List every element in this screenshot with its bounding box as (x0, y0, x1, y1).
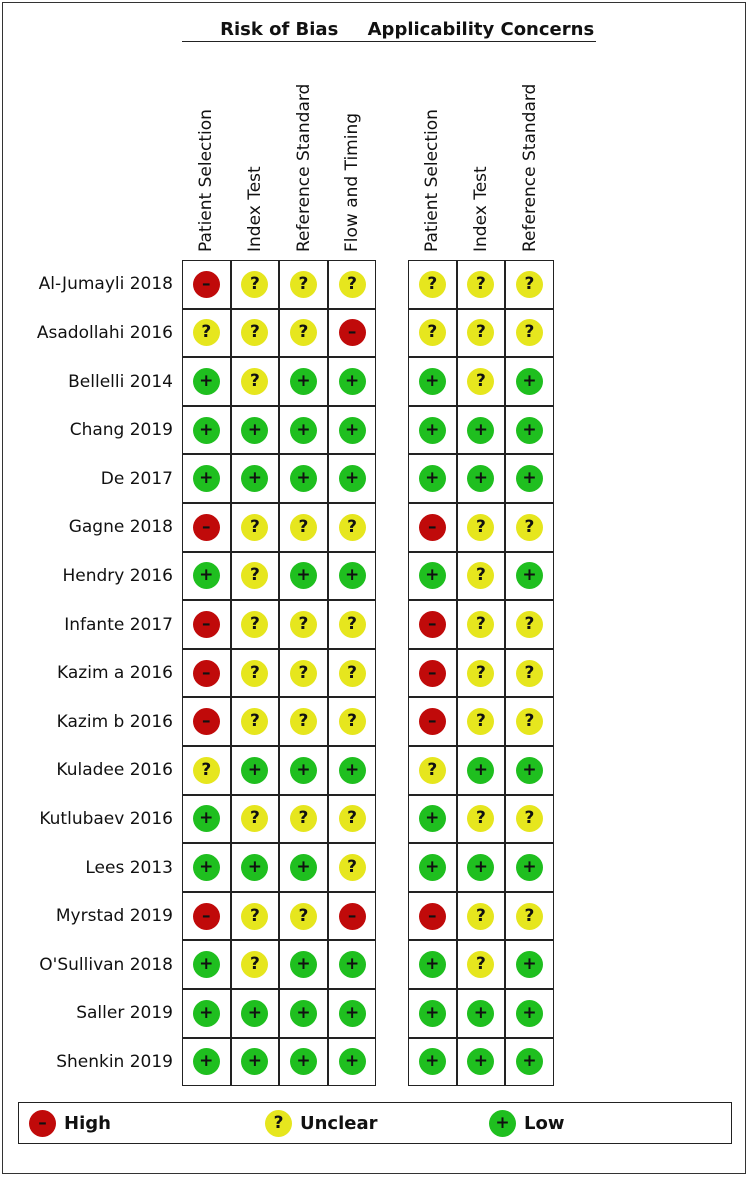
judgement-unclear-marker: ? (290, 271, 317, 298)
judgement-cell (231, 600, 280, 649)
study-label: Hendry 2016 (62, 565, 173, 586)
judgement-cell (231, 940, 280, 989)
judgement-cell (328, 309, 377, 358)
judgement-cell (279, 989, 328, 1038)
judgement-cell (279, 260, 328, 309)
judgement-cell (505, 260, 554, 309)
judgement-low-marker: + (193, 805, 220, 832)
judgement-cell (505, 892, 554, 941)
study-label: Al-Jumayli 2018 (38, 274, 173, 295)
judgement-cell (408, 454, 457, 503)
judgement-unclear-marker: ? (467, 514, 494, 541)
judgement-cell (328, 552, 377, 601)
judgement-cell (279, 892, 328, 941)
judgement-cell (457, 697, 506, 746)
column-header: Index Test (244, 166, 265, 252)
judgement-cell (505, 1038, 554, 1087)
study-label: Lees 2013 (85, 857, 173, 878)
judgement-low-marker: + (290, 465, 317, 492)
judgement-unclear-marker: ? (241, 271, 268, 298)
judgement-cell (328, 1038, 377, 1087)
judgement-low-marker: + (467, 465, 494, 492)
judgement-cell (279, 406, 328, 455)
judgement-cell (457, 454, 506, 503)
judgement-low-marker: + (516, 854, 543, 881)
judgement-low-marker: + (516, 951, 543, 978)
judgement-cell (457, 649, 506, 698)
judgement-cell (231, 357, 280, 406)
judgement-unclear-marker: ? (290, 660, 317, 687)
judgement-unclear-marker: ? (290, 805, 317, 832)
judgement-cell (182, 406, 231, 455)
judgement-unclear-marker: ? (241, 562, 268, 589)
judgement-unclear-marker: ? (290, 319, 317, 346)
judgement-low-marker: + (516, 1048, 543, 1075)
judgement-cell (408, 746, 457, 795)
judgement-cell (408, 989, 457, 1038)
judgement-low-marker: + (516, 417, 543, 444)
column-header: Reference Standard (519, 83, 540, 252)
judgement-low-marker: + (516, 1000, 543, 1027)
judgement-unclear-marker: ? (516, 708, 543, 735)
judgement-cell (279, 454, 328, 503)
judgement-unclear-marker: ? (241, 319, 268, 346)
judgement-cell (279, 309, 328, 358)
judgement-unclear-marker: ? (516, 903, 543, 930)
judgement-cell (182, 503, 231, 552)
judgement-cell (505, 940, 554, 989)
judgement-high-marker: – (339, 319, 366, 346)
judgement-unclear-marker: ? (467, 805, 494, 832)
judgement-cell (231, 503, 280, 552)
judgement-low-marker: + (193, 562, 220, 589)
judgement-cell (182, 357, 231, 406)
judgement-cell (408, 406, 457, 455)
judgement-unclear-marker: ? (241, 660, 268, 687)
judgement-unclear-marker: ? (516, 611, 543, 638)
judgement-cell (279, 746, 328, 795)
judgement-unclear-marker: ? (193, 757, 220, 784)
judgement-low-marker: + (193, 465, 220, 492)
judgement-cell (279, 649, 328, 698)
judgement-unclear-marker: ? (516, 271, 543, 298)
judgement-cell (231, 892, 280, 941)
judgement-cell (279, 795, 328, 844)
judgement-high-marker: – (193, 611, 220, 638)
judgement-high-marker: – (193, 514, 220, 541)
judgement-cell (231, 406, 280, 455)
legend-label: Unclear (300, 1112, 378, 1134)
judgement-unclear-marker: ? (467, 708, 494, 735)
judgement-cell (328, 454, 377, 503)
judgement-cell (457, 795, 506, 844)
judgement-cell (279, 697, 328, 746)
judgement-low-marker: + (290, 1000, 317, 1027)
judgement-low-marker: + (290, 368, 317, 395)
judgement-unclear-marker: ? (339, 611, 366, 638)
judgement-cell (182, 649, 231, 698)
judgement-unclear-marker: ? (241, 368, 268, 395)
judgement-cell (231, 260, 280, 309)
legend-item-high (29, 1103, 111, 1143)
judgement-unclear-marker: ? (516, 514, 543, 541)
judgement-cell (408, 503, 457, 552)
judgement-cell (182, 940, 231, 989)
column-header: Flow and Timing (342, 112, 363, 252)
judgement-cell (457, 406, 506, 455)
judgement-cell (231, 309, 280, 358)
judgement-cell (457, 357, 506, 406)
judgement-cell (457, 260, 506, 309)
judgement-cell (328, 697, 377, 746)
study-label: Asadollahi 2016 (36, 322, 173, 343)
judgement-cell (505, 649, 554, 698)
judgement-low-marker: + (241, 465, 268, 492)
judgement-unclear-marker: ? (339, 805, 366, 832)
judgement-cell (505, 697, 554, 746)
judgement-unclear-marker: ? (241, 951, 268, 978)
judgement-low-marker: + (193, 854, 220, 881)
judgement-cell (457, 940, 506, 989)
judgement-low-marker: + (419, 1048, 446, 1075)
judgement-unclear-marker: ? (419, 271, 446, 298)
judgement-unclear-marker: ? (516, 660, 543, 687)
judgement-cell (182, 989, 231, 1038)
judgement-cell (505, 309, 554, 358)
judgement-cell (231, 552, 280, 601)
judgement-cell (279, 843, 328, 892)
judgement-low-marker: + (241, 757, 268, 784)
judgement-low-marker: + (339, 562, 366, 589)
legend-high-marker: – (29, 1110, 56, 1137)
judgement-low-marker: + (339, 951, 366, 978)
judgement-cell (182, 260, 231, 309)
judgement-low-marker: + (467, 1000, 494, 1027)
judgement-low-marker: + (419, 417, 446, 444)
judgement-unclear-marker: ? (467, 271, 494, 298)
judgement-cell (328, 795, 377, 844)
column-header: Reference Standard (293, 83, 314, 252)
judgement-low-marker: + (516, 757, 543, 784)
domain-title-rule (366, 41, 597, 42)
judgement-unclear-marker: ? (516, 805, 543, 832)
judgement-cell (408, 260, 457, 309)
judgement-cell (457, 552, 506, 601)
study-label: Kutlubaev 2016 (39, 808, 173, 829)
judgement-unclear-marker: ? (467, 951, 494, 978)
judgement-high-marker: – (419, 514, 446, 541)
study-label: Chang 2019 (69, 420, 173, 441)
judgement-cell (328, 503, 377, 552)
judgement-cell (231, 697, 280, 746)
judgement-unclear-marker: ? (339, 854, 366, 881)
judgement-low-marker: + (193, 417, 220, 444)
judgement-cell (182, 892, 231, 941)
judgement-cell (505, 357, 554, 406)
judgement-unclear-marker: ? (339, 708, 366, 735)
judgement-low-marker: + (467, 417, 494, 444)
judgement-unclear-marker: ? (339, 660, 366, 687)
judgement-unclear-marker: ? (467, 660, 494, 687)
judgement-cell (408, 892, 457, 941)
judgement-unclear-marker: ? (290, 903, 317, 930)
judgement-cell (231, 454, 280, 503)
judgement-cell (279, 503, 328, 552)
study-label: Shenkin 2019 (56, 1051, 173, 1072)
judgement-low-marker: + (193, 368, 220, 395)
judgement-low-marker: + (290, 854, 317, 881)
judgement-unclear-marker: ? (467, 611, 494, 638)
study-label: De 2017 (100, 468, 173, 489)
judgement-cell (457, 843, 506, 892)
judgement-cell (408, 649, 457, 698)
judgement-unclear-marker: ? (467, 903, 494, 930)
study-label: Infante 2017 (64, 614, 173, 635)
judgement-cell (328, 406, 377, 455)
judgement-low-marker: + (290, 417, 317, 444)
study-label: Kazim b 2016 (56, 711, 173, 732)
column-header: Patient Selection (196, 109, 217, 252)
judgement-high-marker: – (419, 660, 446, 687)
judgement-high-marker: – (193, 903, 220, 930)
judgement-unclear-marker: ? (241, 805, 268, 832)
judgement-low-marker: + (241, 417, 268, 444)
judgement-low-marker: + (516, 368, 543, 395)
judgement-cell (182, 309, 231, 358)
judgement-unclear-marker: ? (241, 903, 268, 930)
judgement-high-marker: – (419, 903, 446, 930)
judgement-cell (279, 940, 328, 989)
judgement-cell (328, 260, 377, 309)
judgement-cell (408, 600, 457, 649)
judgement-cell (328, 600, 377, 649)
judgement-low-marker: + (467, 854, 494, 881)
judgement-unclear-marker: ? (241, 611, 268, 638)
judgement-high-marker: – (419, 708, 446, 735)
judgement-cell (457, 1038, 506, 1087)
judgement-unclear-marker: ? (516, 319, 543, 346)
legend-item-low (489, 1103, 564, 1143)
judgement-cell (231, 746, 280, 795)
judgement-cell (408, 940, 457, 989)
judgement-cell (279, 1038, 328, 1087)
judgement-low-marker: + (290, 1048, 317, 1075)
judgement-cell (231, 989, 280, 1038)
legend-label: Low (524, 1112, 565, 1134)
judgement-unclear-marker: ? (290, 708, 317, 735)
judgement-low-marker: + (419, 368, 446, 395)
judgement-cell (505, 600, 554, 649)
judgement-cell (182, 697, 231, 746)
judgement-cell (408, 1038, 457, 1087)
judgement-cell (182, 795, 231, 844)
judgement-cell (505, 795, 554, 844)
judgement-cell (505, 406, 554, 455)
judgement-cell (457, 989, 506, 1038)
judgement-cell (505, 746, 554, 795)
judgement-cell (408, 843, 457, 892)
judgement-cell (231, 843, 280, 892)
legend-unclear-marker: ? (265, 1110, 292, 1137)
judgement-cell (408, 697, 457, 746)
judgement-high-marker: – (339, 903, 366, 930)
study-label: Kazim a 2016 (57, 663, 173, 684)
judgement-low-marker: + (290, 562, 317, 589)
column-header: Patient Selection (422, 109, 443, 252)
judgement-cell (408, 795, 457, 844)
judgement-cell (505, 503, 554, 552)
legend-item-unclear (265, 1103, 378, 1143)
judgement-cell (231, 649, 280, 698)
judgement-low-marker: + (339, 757, 366, 784)
judgement-cell (231, 795, 280, 844)
judgement-cell (457, 600, 506, 649)
study-label: Saller 2019 (76, 1003, 173, 1024)
judgement-cell (279, 357, 328, 406)
judgement-cell (328, 940, 377, 989)
judgement-cell (182, 843, 231, 892)
judgement-high-marker: – (193, 708, 220, 735)
judgement-high-marker: – (193, 271, 220, 298)
judgement-cell (182, 552, 231, 601)
study-label: O'Sullivan 2018 (39, 954, 173, 975)
judgement-unclear-marker: ? (241, 514, 268, 541)
judgement-cell (457, 309, 506, 358)
judgement-low-marker: + (193, 951, 220, 978)
judgement-low-marker: + (419, 805, 446, 832)
legend-label: High (64, 1112, 111, 1134)
judgement-cell (328, 892, 377, 941)
judgement-cell (328, 746, 377, 795)
judgement-unclear-marker: ? (241, 708, 268, 735)
judgement-cell (505, 843, 554, 892)
judgement-low-marker: + (467, 757, 494, 784)
judgement-low-marker: + (339, 465, 366, 492)
judgement-low-marker: + (290, 951, 317, 978)
judgement-low-marker: + (419, 854, 446, 881)
judgement-cell (408, 309, 457, 358)
judgement-low-marker: + (193, 1000, 220, 1027)
judgement-unclear-marker: ? (419, 319, 446, 346)
judgement-low-marker: + (516, 562, 543, 589)
judgement-cell (182, 600, 231, 649)
judgement-cell (231, 1038, 280, 1087)
judgement-unclear-marker: ? (419, 757, 446, 784)
judgement-cell (505, 552, 554, 601)
column-header: Index Test (470, 166, 491, 252)
judgement-low-marker: + (339, 1000, 366, 1027)
legend-low-marker: + (489, 1110, 516, 1137)
judgement-unclear-marker: ? (467, 562, 494, 589)
judgement-low-marker: + (290, 757, 317, 784)
judgement-low-marker: + (193, 1048, 220, 1075)
judgement-cell (328, 843, 377, 892)
domain-title: Applicability Concerns (367, 19, 595, 40)
judgement-cell (182, 454, 231, 503)
study-label: Myrstad 2019 (55, 906, 173, 927)
judgement-cell (505, 454, 554, 503)
judgement-low-marker: + (241, 854, 268, 881)
judgement-low-marker: + (516, 465, 543, 492)
judgement-low-marker: + (467, 1048, 494, 1075)
judgement-cell (328, 989, 377, 1038)
judgement-cell (328, 357, 377, 406)
judgement-unclear-marker: ? (339, 271, 366, 298)
judgement-low-marker: + (419, 465, 446, 492)
judgement-cell (505, 989, 554, 1038)
judgement-low-marker: + (419, 1000, 446, 1027)
legend (18, 1102, 732, 1144)
judgement-low-marker: + (339, 368, 366, 395)
judgement-cell (408, 357, 457, 406)
judgement-unclear-marker: ? (193, 319, 220, 346)
domain-title-rule (182, 41, 376, 42)
judgement-cell (408, 552, 457, 601)
domain-title: Risk of Bias (220, 19, 339, 40)
judgement-unclear-marker: ? (290, 611, 317, 638)
judgement-high-marker: – (193, 660, 220, 687)
judgement-cell (457, 892, 506, 941)
judgement-unclear-marker: ? (467, 368, 494, 395)
judgement-cell (279, 552, 328, 601)
judgement-cell (457, 503, 506, 552)
judgement-cell (457, 746, 506, 795)
judgement-low-marker: + (419, 562, 446, 589)
judgement-unclear-marker: ? (290, 514, 317, 541)
judgement-unclear-marker: ? (467, 319, 494, 346)
judgement-low-marker: + (339, 417, 366, 444)
judgement-cell (328, 649, 377, 698)
judgement-cell (279, 600, 328, 649)
judgement-cell (182, 1038, 231, 1087)
judgement-low-marker: + (339, 1048, 366, 1075)
judgement-low-marker: + (241, 1048, 268, 1075)
study-label: Kuladee 2016 (56, 760, 173, 781)
judgement-cell (182, 746, 231, 795)
judgement-low-marker: + (241, 1000, 268, 1027)
judgement-high-marker: – (419, 611, 446, 638)
study-label: Bellelli 2014 (68, 371, 173, 392)
study-label: Gagne 2018 (68, 517, 173, 538)
judgement-low-marker: + (419, 951, 446, 978)
judgement-unclear-marker: ? (339, 514, 366, 541)
